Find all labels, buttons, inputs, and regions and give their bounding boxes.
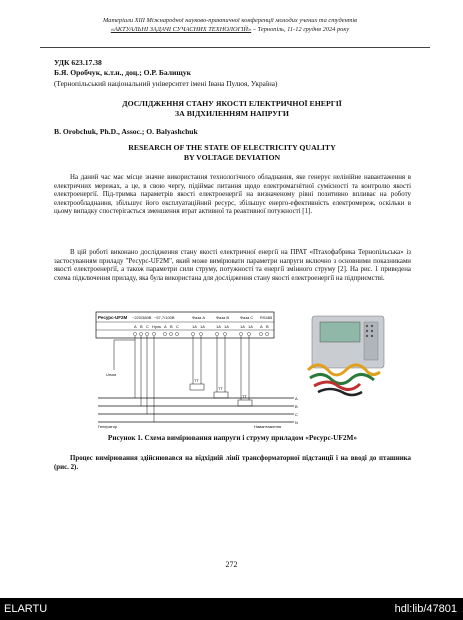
phase-label-c: C xyxy=(295,412,298,417)
terminal-label: 1A xyxy=(216,324,221,329)
terminal-circles xyxy=(133,332,268,335)
load-label: Навантаження xyxy=(254,424,282,429)
title-en-line2: BY VOLTAGE DEVIATION xyxy=(183,152,281,162)
tt-label-a: TT xyxy=(194,378,199,383)
phase-label-n: N xyxy=(295,420,298,425)
terminal-label: B xyxy=(266,324,269,329)
title-ua-line2: ЗА ВІДХИЛЕННЯМ НАПРУГИ xyxy=(175,108,289,118)
terminal-label: 1A xyxy=(240,324,245,329)
phase-label-a: A xyxy=(295,396,298,401)
title-en-line1: RESEARCH OF THE STATE OF ELECTRICITY QUALITY xyxy=(128,143,336,152)
header-line1: Матеріали XIII Міжнародної науково-практичної конференції молодих учених та студентів xyxy=(103,17,357,24)
header-rule xyxy=(40,47,430,48)
terminal-label: 1A xyxy=(248,324,253,329)
figure-caption: Рисунок 1. Схема вимірювання напруги і струму приладом «Ресурс-UF2M» xyxy=(107,433,358,442)
terminal-label: B xyxy=(170,324,173,329)
phase-label-b: B xyxy=(295,404,298,409)
title-ua-line1: ДОСЛІДЖЕННЯ СТАНУ ЯКОСТІ ЕЛЕКТРИЧНОЇ ЕНЕРГІЇ xyxy=(122,99,342,108)
terminal-label: C xyxy=(176,324,179,329)
header-place-date: – Тернопіль, 11-12 грудня 2024 року xyxy=(251,26,350,33)
col-label-2: ~57,7/100В xyxy=(154,315,175,320)
title-ua xyxy=(54,99,410,118)
udk-code: УДК 623.17.38 xyxy=(54,58,102,67)
affiliation: (Тернопільський національний університет імені Івана Пулюя, Україна) xyxy=(54,79,278,88)
conference-header xyxy=(40,16,420,34)
terminal-label: 1A xyxy=(224,324,229,329)
terminal-label: B xyxy=(140,324,143,329)
repository-footer xyxy=(0,598,463,620)
handle-link[interactable]: hdl:lib/47801 xyxy=(394,603,457,615)
wiring-diagram-svg xyxy=(94,310,394,430)
col-label-5: Фаза С xyxy=(240,315,254,320)
col-label-3: Фаза А xyxy=(192,315,206,320)
terminal-label: 1A xyxy=(192,324,197,329)
tt-label-b: TT xyxy=(218,386,223,391)
header-conference-name: «АКТУАЛЬНІ ЗАДАЧІ СУЧАСНИХ ТЕХНОЛОГІЙ» xyxy=(110,26,252,33)
generator-label: Генератор xyxy=(98,424,118,429)
tt-label-c: TT xyxy=(242,394,247,399)
terminal-label: C xyxy=(146,324,149,329)
u-nominal-label: Uном xyxy=(106,372,117,377)
device-photo xyxy=(308,316,384,395)
terminal-label: A xyxy=(134,324,137,329)
terminal-label: A xyxy=(164,324,167,329)
col-label-6: RS485 xyxy=(260,315,273,320)
authors-ua: Б.Я. Оробчук, к.т.н., доц.; О.Р. Балищук xyxy=(54,68,192,77)
terminal-label: Нуль xyxy=(152,324,162,329)
authors-en: B. Orobchuk, Ph.D., Assoc.; O. Balyashchuk xyxy=(54,127,198,136)
page-number: 272 xyxy=(225,560,238,569)
col-label-1: ~220/380В xyxy=(132,315,152,320)
terminal-label: 1A xyxy=(200,324,205,329)
paragraph-intro: На даний час має місце значне використання технологічного обладнання, яке генерує нелінійне навантаження в електричних мережах, а це, в свою чергу, підіймає питання щодо електромагнітної сумісності та контролю якості електроенергії. Під-тримка параметрів якості електроенергії на визначеному рівні позитивно впливає на роботу електрообладнання, збільшує його експлуатаційний ресурс, збільшує енерго-ефективність електромереж, оскільки в цьому випадку спостерігається зменшення втрат активної та реактивної потужності [1]. xyxy=(54,174,411,216)
paragraph-measurement: Процес вимірювання здійснювався на відхідній лінії трансформаторної підстанції і на вводі до пташника (рис. 2). xyxy=(54,455,411,471)
repository-name[interactable]: ELARTU xyxy=(4,603,48,615)
device-label: Ресурс-UF2M xyxy=(98,315,128,320)
terminal-labels xyxy=(134,324,269,329)
bus-lines xyxy=(98,398,294,422)
voltage-wires xyxy=(114,336,154,422)
terminal-label: A xyxy=(260,324,263,329)
title-en xyxy=(54,143,410,162)
paragraph-method: В цій роботі виконано дослідження стану якості електричної енергії на ПРАТ «Птахофабрика Тернопільська» із застосуванням приладу "Ресурс-UF2M", який може вимірювати параметри напруги включно з основними показниками якості електроенергії, а також параметри сили струму, потужності та енергії змінного струму [2]. На рис. 1 приведена схема підключення приладу, яка була використана для дослідження стану якості електроенергії на підприємстві. xyxy=(54,249,411,282)
col-label-4: Фаза В xyxy=(216,315,230,320)
figure-wiring-diagram xyxy=(94,310,394,430)
header-line2 xyxy=(40,25,420,34)
